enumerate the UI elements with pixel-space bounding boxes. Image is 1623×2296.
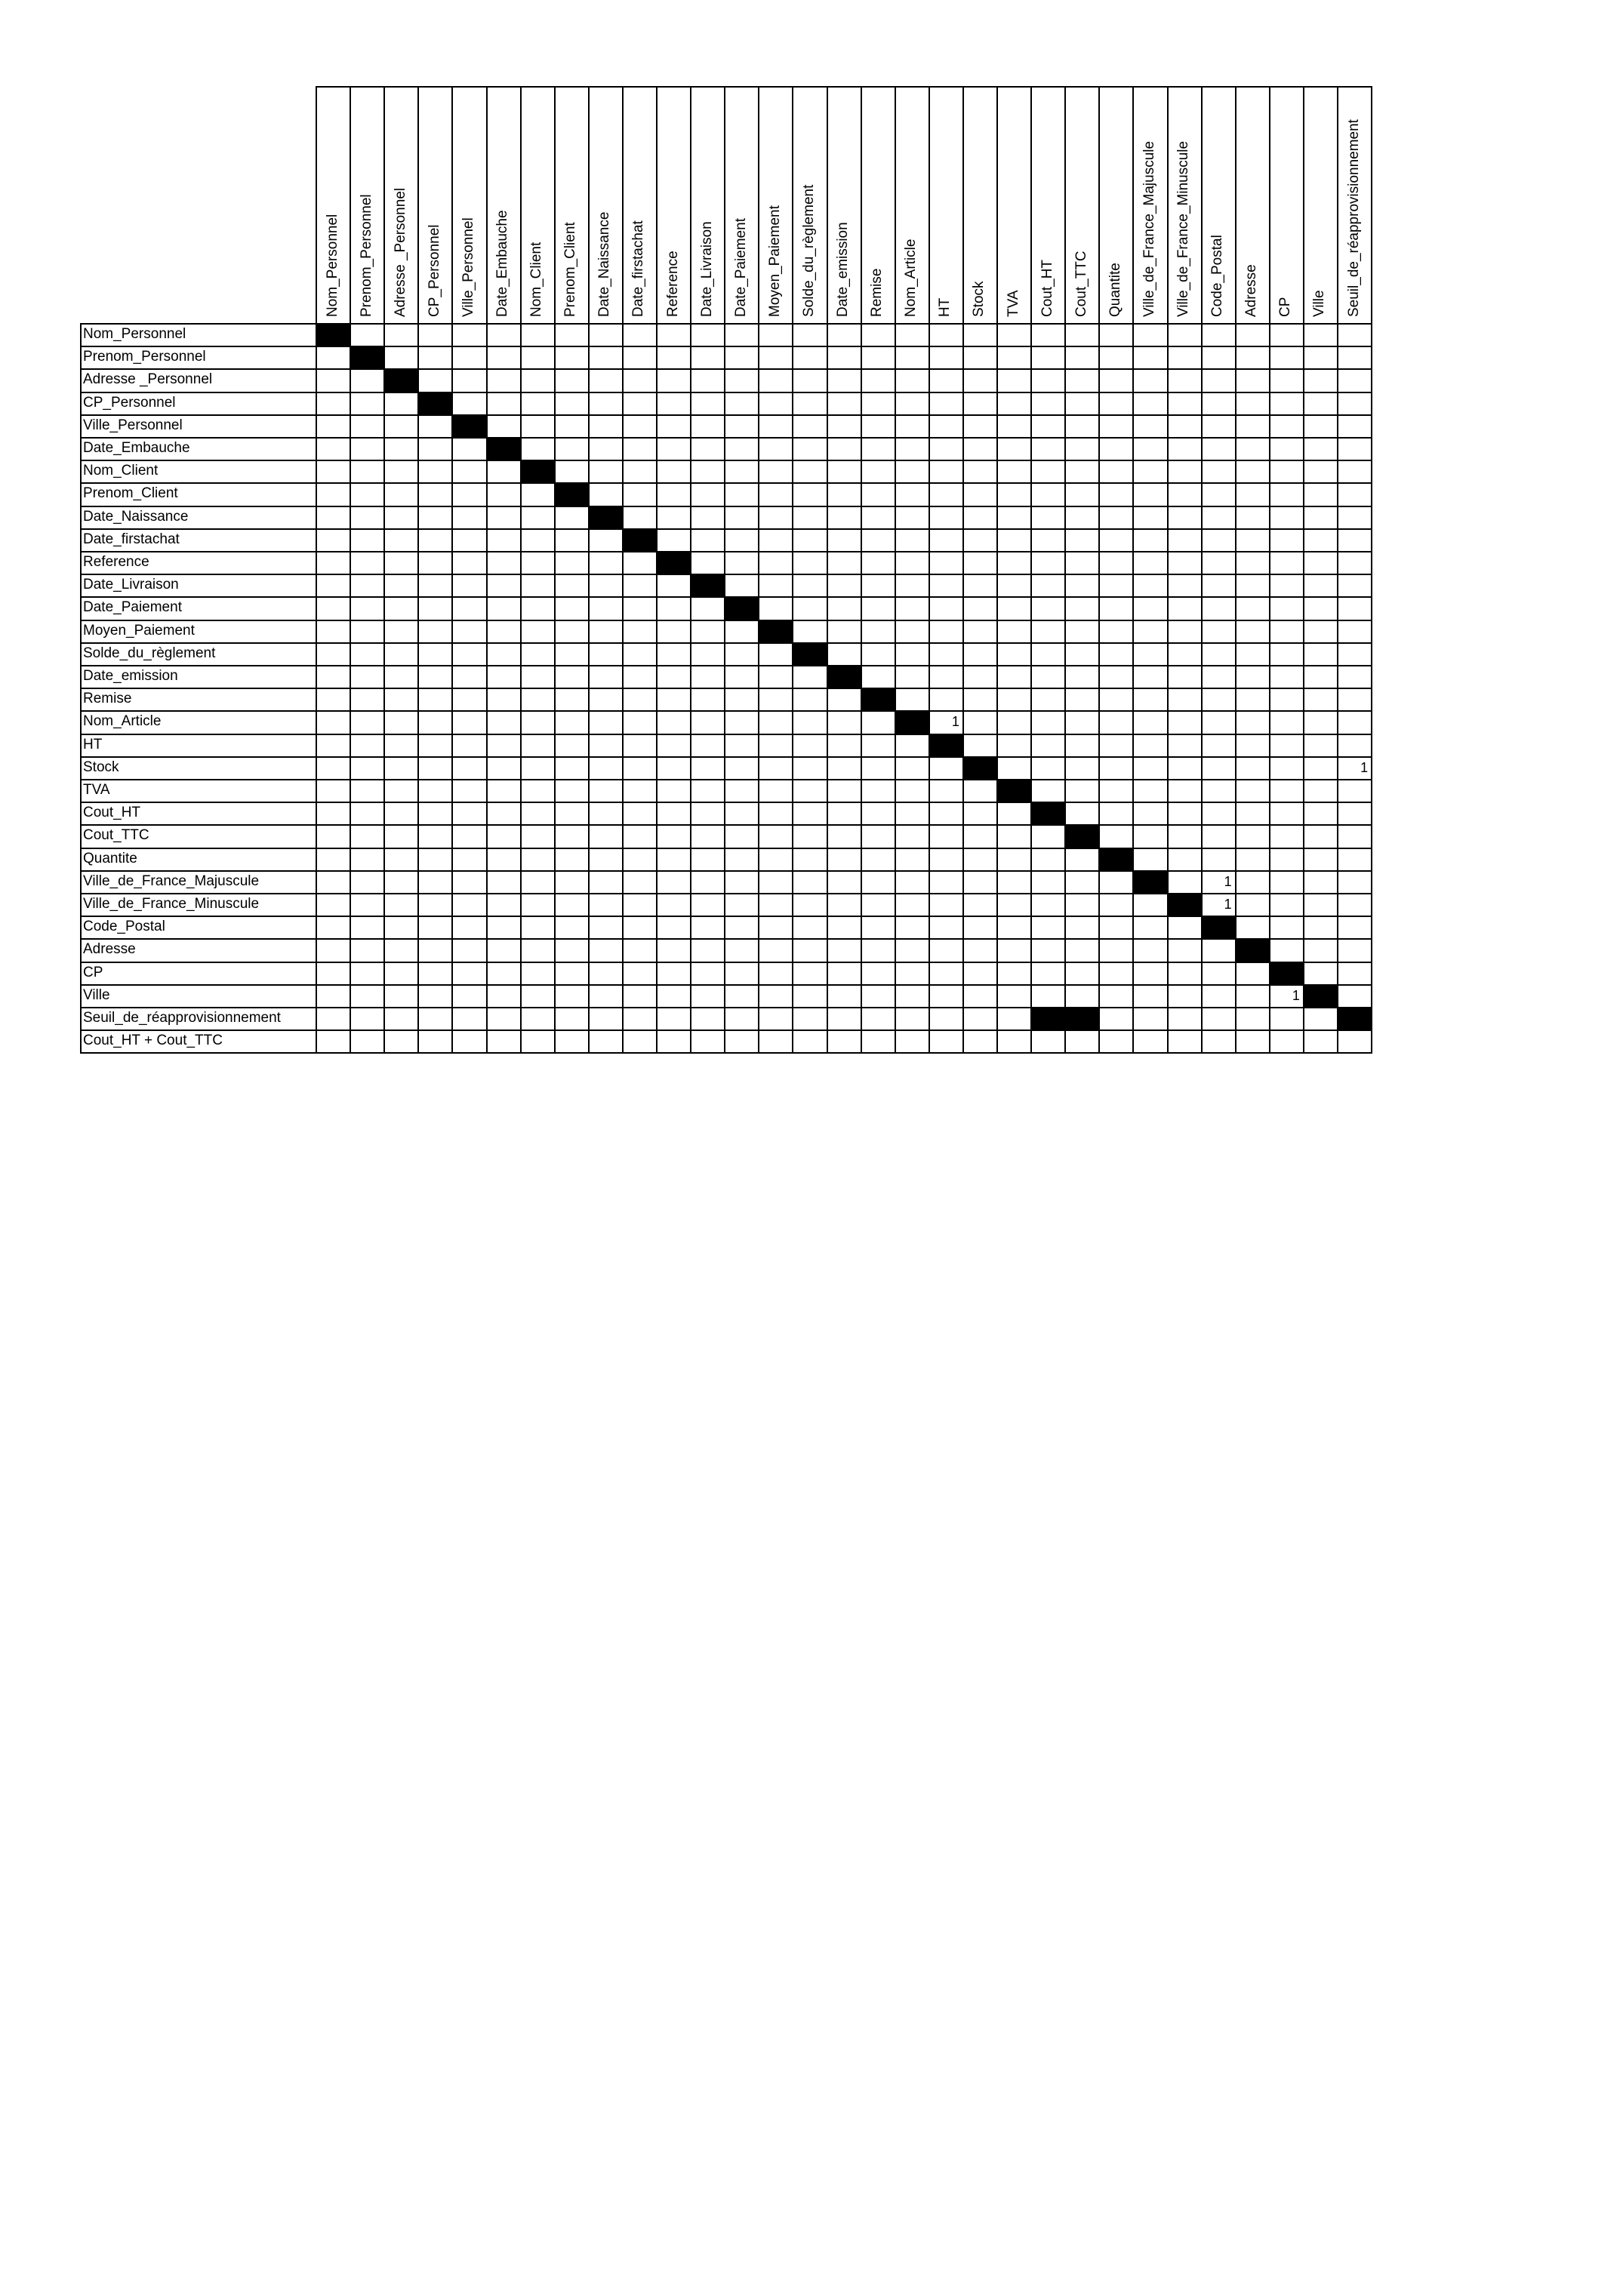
column-header bbox=[996, 86, 1030, 323]
row-label: Prenom_Personnel bbox=[83, 349, 206, 365]
grid-vertical-line bbox=[1132, 86, 1134, 1053]
row-label: Ville bbox=[83, 986, 110, 1003]
column-header bbox=[962, 86, 996, 323]
header-top-line bbox=[316, 86, 1372, 88]
column-header bbox=[792, 86, 826, 323]
row-label: Date_Paiement bbox=[83, 599, 182, 616]
grid-horizontal-line bbox=[80, 962, 1372, 963]
filled-cell bbox=[350, 346, 384, 369]
grid-vertical-line bbox=[486, 86, 488, 1053]
row-label: Quantite bbox=[83, 850, 137, 866]
filled-cell bbox=[451, 414, 486, 438]
grid-horizontal-line bbox=[80, 551, 1372, 552]
filled-cell bbox=[724, 596, 759, 620]
grid-horizontal-line bbox=[80, 323, 1372, 325]
grid-vertical-line bbox=[827, 86, 828, 1053]
grid-vertical-line bbox=[1235, 86, 1236, 1053]
grid-horizontal-line bbox=[80, 870, 1372, 872]
column-header-label: Cout_HT bbox=[1039, 259, 1055, 317]
grid-horizontal-line bbox=[80, 848, 1372, 849]
grid-horizontal-line bbox=[80, 368, 1372, 370]
grid-horizontal-line bbox=[80, 916, 1372, 917]
column-header-label: Solde_du_règlement bbox=[800, 184, 817, 317]
column-header-label: Date_Naissance bbox=[596, 211, 613, 317]
grid-vertical-line bbox=[1098, 86, 1100, 1053]
column-header-label: Ville_de_France_Minuscule bbox=[1175, 140, 1192, 317]
column-header-label: Prenom_Client bbox=[562, 222, 579, 317]
grid-vertical-line bbox=[758, 86, 759, 1053]
column-header-label: Ville_de_France_Majuscule bbox=[1141, 140, 1157, 317]
filled-cell bbox=[1132, 870, 1167, 894]
row-label: HT bbox=[83, 736, 103, 753]
column-header-label: Date_firstachat bbox=[630, 220, 647, 317]
grid-vertical-line bbox=[1371, 86, 1372, 1053]
row-label: CP_Personnel bbox=[83, 394, 176, 411]
grid-vertical-line bbox=[962, 86, 964, 1053]
row-label: Ville_de_France_Majuscule bbox=[83, 873, 260, 889]
grid-horizontal-line bbox=[80, 688, 1372, 689]
grid-horizontal-line bbox=[80, 1030, 1372, 1031]
filled-cell bbox=[588, 506, 623, 529]
column-header bbox=[895, 86, 929, 323]
filled-cell bbox=[690, 574, 725, 597]
row-label: Reference bbox=[83, 554, 149, 570]
column-header-label: Cout_TTC bbox=[1073, 251, 1089, 317]
column-header-label: Adresse bbox=[1243, 264, 1260, 317]
column-header bbox=[1235, 86, 1269, 323]
filled-cell bbox=[1098, 848, 1133, 871]
filled-cell bbox=[417, 392, 452, 415]
grid-vertical-line bbox=[690, 86, 691, 1053]
filled-cell bbox=[962, 756, 997, 780]
grid-horizontal-line bbox=[80, 392, 1372, 393]
column-header bbox=[1030, 86, 1064, 323]
grid-vertical-line bbox=[1030, 86, 1032, 1053]
filled-cell bbox=[1269, 962, 1304, 985]
grid-horizontal-line bbox=[80, 779, 1372, 780]
grid-horizontal-line bbox=[80, 938, 1372, 940]
row-label: Nom_Article bbox=[83, 713, 162, 730]
grid-vertical-line bbox=[656, 86, 658, 1053]
column-header bbox=[554, 86, 588, 323]
column-header-label: Ville_Personnel bbox=[460, 217, 476, 317]
column-header-label: Date_emission bbox=[835, 222, 852, 317]
grid-horizontal-line bbox=[80, 506, 1372, 507]
filled-cell bbox=[792, 642, 827, 666]
column-header bbox=[827, 86, 861, 323]
row-label: Stock bbox=[83, 759, 119, 775]
row-label: Date_Embauche bbox=[83, 440, 190, 456]
grid-horizontal-line bbox=[80, 437, 1372, 439]
filled-cell bbox=[1201, 916, 1236, 939]
filled-cell bbox=[1167, 893, 1202, 916]
row-label: Moyen_Paiement bbox=[83, 622, 195, 639]
filled-cell bbox=[622, 528, 657, 552]
column-header bbox=[588, 86, 622, 323]
grid-vertical-line bbox=[1064, 86, 1066, 1053]
row-label: Solde_du_règlement bbox=[83, 645, 216, 661]
row-label: Prenom_Client bbox=[83, 485, 178, 502]
grid-horizontal-line bbox=[80, 346, 1372, 347]
column-header bbox=[724, 86, 758, 323]
filled-cell bbox=[1303, 984, 1338, 1008]
grid-vertical-line bbox=[417, 86, 419, 1053]
filled-cell bbox=[1064, 824, 1099, 848]
grid-vertical-line bbox=[316, 86, 317, 1053]
column-header-label: Date_Embauche bbox=[494, 210, 511, 317]
grid-vertical-line bbox=[1167, 86, 1169, 1053]
grid-horizontal-line bbox=[80, 984, 1372, 986]
grid-horizontal-line bbox=[80, 1007, 1372, 1008]
row-label: Seuil_de_réapprovisionnement bbox=[83, 1010, 281, 1026]
column-header-label: Remise bbox=[869, 268, 885, 317]
column-header-label: Moyen_Paiement bbox=[766, 205, 783, 317]
grid-horizontal-line bbox=[80, 802, 1372, 803]
grid-horizontal-line bbox=[80, 482, 1372, 484]
row-label: Cout_HT bbox=[83, 805, 141, 821]
grid-vertical-line bbox=[588, 86, 590, 1053]
grid-vertical-line bbox=[1269, 86, 1270, 1053]
grid-vertical-line bbox=[350, 86, 351, 1053]
column-header-label: Nom_Personnel bbox=[324, 214, 340, 317]
grid-vertical-line bbox=[520, 86, 522, 1053]
filled-cell bbox=[1064, 1007, 1099, 1030]
column-header-label: Seuil_de_réapprovisionnement bbox=[1345, 119, 1362, 317]
row-label: Ville_Personnel bbox=[83, 417, 183, 433]
filled-cell bbox=[996, 779, 1031, 802]
row-label: Date_firstachat bbox=[83, 531, 180, 547]
grid-horizontal-line bbox=[80, 460, 1372, 461]
column-header bbox=[690, 86, 724, 323]
row-label: Adresse _Personnel bbox=[83, 371, 213, 388]
row-label: Ville_de_France_Minuscule bbox=[83, 896, 260, 912]
filled-cell bbox=[520, 460, 555, 483]
grid-vertical-line bbox=[1303, 86, 1304, 1053]
row-label: Cout_TTC bbox=[83, 827, 149, 844]
dependency-mark: 1 bbox=[1224, 897, 1232, 912]
column-header bbox=[929, 86, 962, 323]
filled-cell bbox=[554, 482, 589, 506]
filled-cell bbox=[1030, 1007, 1065, 1030]
grid-horizontal-line bbox=[80, 1052, 1372, 1054]
grid-vertical-line bbox=[383, 86, 385, 1053]
row-label: Code_Postal bbox=[83, 919, 165, 935]
column-header bbox=[1098, 86, 1132, 323]
column-header-label: Ville bbox=[1311, 290, 1328, 317]
column-header-label: Date_Paiement bbox=[732, 218, 749, 317]
column-header bbox=[520, 86, 554, 323]
grid-horizontal-line bbox=[80, 528, 1372, 530]
column-header bbox=[451, 86, 485, 323]
grid-vertical-line bbox=[451, 86, 453, 1053]
column-header-label: Nom_Client bbox=[528, 242, 545, 317]
grid-vertical-line bbox=[1337, 86, 1338, 1053]
filled-cell bbox=[656, 551, 691, 574]
column-header-label: TVA bbox=[1005, 290, 1021, 317]
column-header bbox=[383, 86, 417, 323]
filled-cell bbox=[316, 323, 350, 346]
grid-vertical-line bbox=[724, 86, 725, 1053]
grid-vertical-line bbox=[622, 86, 624, 1053]
filled-cell bbox=[1337, 1007, 1372, 1030]
row-label: Cout_HT + Cout_TTC bbox=[83, 1033, 223, 1049]
column-header bbox=[1201, 86, 1235, 323]
column-header-label: HT bbox=[937, 297, 953, 317]
row-label: Date_Naissance bbox=[83, 508, 189, 525]
column-header-label: Code_Postal bbox=[1209, 235, 1226, 317]
column-header-label: CP_Personnel bbox=[426, 224, 442, 317]
column-header bbox=[1064, 86, 1098, 323]
column-header bbox=[622, 86, 656, 323]
dependency-mark: 1 bbox=[1224, 873, 1232, 889]
filled-cell bbox=[1030, 802, 1065, 825]
grid-vertical-line bbox=[792, 86, 793, 1053]
filled-cell bbox=[1235, 938, 1270, 962]
dependency-mark: 1 bbox=[1360, 759, 1369, 775]
column-header bbox=[1337, 86, 1371, 323]
row-label: CP bbox=[83, 964, 103, 980]
column-header bbox=[861, 86, 895, 323]
row-label: Nom_Client bbox=[83, 463, 159, 479]
grid-horizontal-line bbox=[80, 414, 1372, 416]
grid-horizontal-line bbox=[80, 756, 1372, 758]
dependency-mark: 1 bbox=[951, 714, 959, 730]
row-label: Date_emission bbox=[83, 668, 178, 684]
grid-horizontal-line bbox=[80, 710, 1372, 712]
row-label: Nom_Personnel bbox=[83, 326, 186, 342]
column-header bbox=[316, 86, 350, 323]
column-header bbox=[1303, 86, 1337, 323]
column-header-label: Reference bbox=[664, 251, 681, 317]
grid-horizontal-line bbox=[80, 824, 1372, 826]
grid-horizontal-line bbox=[80, 893, 1372, 894]
dependency-mark: 1 bbox=[1292, 987, 1300, 1003]
row-label: Adresse bbox=[83, 941, 136, 958]
column-header-label: Adresse _Personnel bbox=[392, 187, 408, 317]
column-header-label: Nom_Article bbox=[903, 239, 919, 317]
column-header bbox=[1132, 86, 1166, 323]
grid-horizontal-line bbox=[80, 574, 1372, 575]
column-header bbox=[758, 86, 792, 323]
grid-vertical-line bbox=[929, 86, 930, 1053]
filled-cell bbox=[861, 688, 895, 711]
column-header-label: Date_Livraison bbox=[698, 221, 715, 317]
grid-horizontal-line bbox=[80, 642, 1372, 644]
column-header bbox=[417, 86, 451, 323]
filled-cell bbox=[758, 620, 793, 643]
column-header bbox=[486, 86, 520, 323]
column-header-label: Quantite bbox=[1107, 263, 1123, 317]
grid-vertical-line bbox=[554, 86, 556, 1053]
grid-horizontal-line bbox=[80, 596, 1372, 598]
grid-horizontal-line bbox=[80, 665, 1372, 666]
filled-cell bbox=[827, 665, 861, 688]
column-header bbox=[1167, 86, 1201, 323]
row-label: Remise bbox=[83, 691, 132, 707]
grid-horizontal-line bbox=[80, 734, 1372, 735]
column-header bbox=[350, 86, 383, 323]
grid-vertical-line bbox=[996, 86, 998, 1053]
filled-cell bbox=[929, 734, 963, 757]
filled-cell bbox=[383, 368, 418, 392]
column-header-label: CP bbox=[1277, 297, 1294, 317]
grid-horizontal-line bbox=[80, 620, 1372, 621]
filled-cell bbox=[486, 437, 521, 460]
grid-vertical-line bbox=[861, 86, 862, 1053]
filled-cell bbox=[895, 710, 929, 734]
row-label: Date_Livraison bbox=[83, 577, 179, 593]
grid-vertical-line bbox=[895, 86, 896, 1053]
column-header bbox=[1269, 86, 1303, 323]
grid-vertical-line bbox=[1201, 86, 1203, 1053]
row-label: TVA bbox=[83, 782, 110, 798]
column-header-label: Stock bbox=[971, 281, 987, 317]
column-header-label: Prenom_Personnel bbox=[358, 194, 374, 317]
column-header bbox=[656, 86, 690, 323]
